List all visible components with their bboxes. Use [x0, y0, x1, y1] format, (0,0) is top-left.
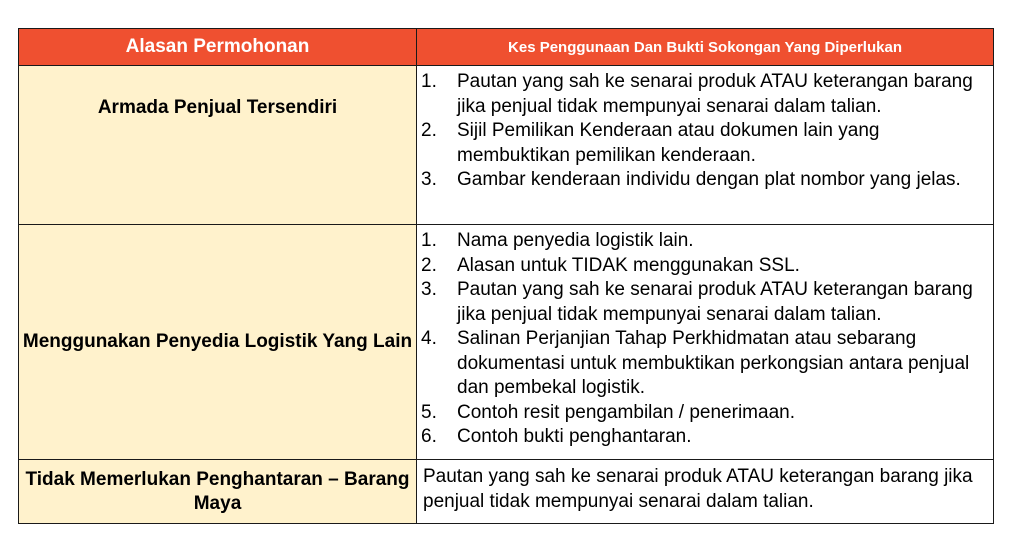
reason-text: Tidak Memerlukan Penghantaran – Barang Maya [25, 468, 410, 514]
item-text: Contoh resit pengambilan / penerimaan. [457, 401, 795, 423]
reason-cell [19, 460, 417, 524]
item-number: 2. [421, 254, 437, 276]
item-text: Nama penyedia logistik lain. [457, 230, 694, 251]
header-row [19, 29, 994, 66]
item-text: Pautan yang sah ke senarai produk ATAU keterangan barang jika penjual tidak mempunyai senarai dalam talian. [457, 279, 973, 325]
list-item [421, 254, 985, 279]
item-text: Alasan untuk TIDAK menggunakan SSL. [457, 254, 800, 276]
item-number: 4. [421, 328, 437, 349]
evidence-text: Pautan yang sah ke senarai produk ATAU keterangan barang jika penjual tidak mempunyai senarai dalam talian. [423, 466, 973, 512]
table-row [19, 225, 994, 460]
item-number: 3. [421, 169, 437, 190]
evidence-cell [417, 460, 994, 524]
list-item [421, 229, 985, 254]
evidence-cell [417, 225, 994, 460]
table-row [19, 66, 994, 225]
list-item [421, 168, 985, 193]
item-number: 1. [421, 230, 437, 251]
requirements-table [18, 28, 994, 524]
item-text: Gambar kenderaan individu dengan plat nombor yang jelas. [457, 169, 961, 190]
item-number: 1. [421, 71, 437, 92]
reason-cell [19, 225, 417, 460]
item-text: Contoh bukti penghantaran. [457, 426, 692, 447]
item-number: 5. [421, 401, 437, 423]
table-row [19, 460, 994, 524]
list-item [421, 425, 985, 450]
reason-text: Menggunakan Penyedia Logistik Yang Lain [22, 331, 413, 352]
header-reason: Alasan Permohonan [19, 29, 417, 66]
evidence-cell [417, 66, 994, 225]
header-cases: Kes Penggunaan Dan Bukti Sokongan Yang Diperlukan [417, 29, 994, 66]
item-number: 6. [421, 426, 437, 447]
reason-text: Armada Penjual Tersendiri [97, 97, 338, 118]
list-item [421, 327, 985, 401]
evidence-list [417, 225, 993, 450]
list-item [421, 119, 985, 168]
list-item [421, 70, 985, 119]
item-text: Sijil Pemilikan Kenderaan atau dokumen lain yang membuktikan pemilikan kenderaan. [457, 120, 880, 166]
item-number: 2. [421, 120, 437, 141]
list-item [421, 401, 985, 426]
evidence-list [417, 66, 993, 193]
reason-cell [19, 66, 417, 225]
item-number: 3. [421, 279, 437, 300]
item-text: Pautan yang sah ke senarai produk ATAU keterangan barang jika penjual tidak mempunyai senarai dalam talian. [457, 71, 973, 117]
list-item [421, 278, 985, 327]
item-text: Salinan Perjanjian Tahap Perkhidmatan atau sebarang dokumentasi untuk membuktikan perkongsian antara penjual dan pembekal logistik. [457, 328, 970, 398]
